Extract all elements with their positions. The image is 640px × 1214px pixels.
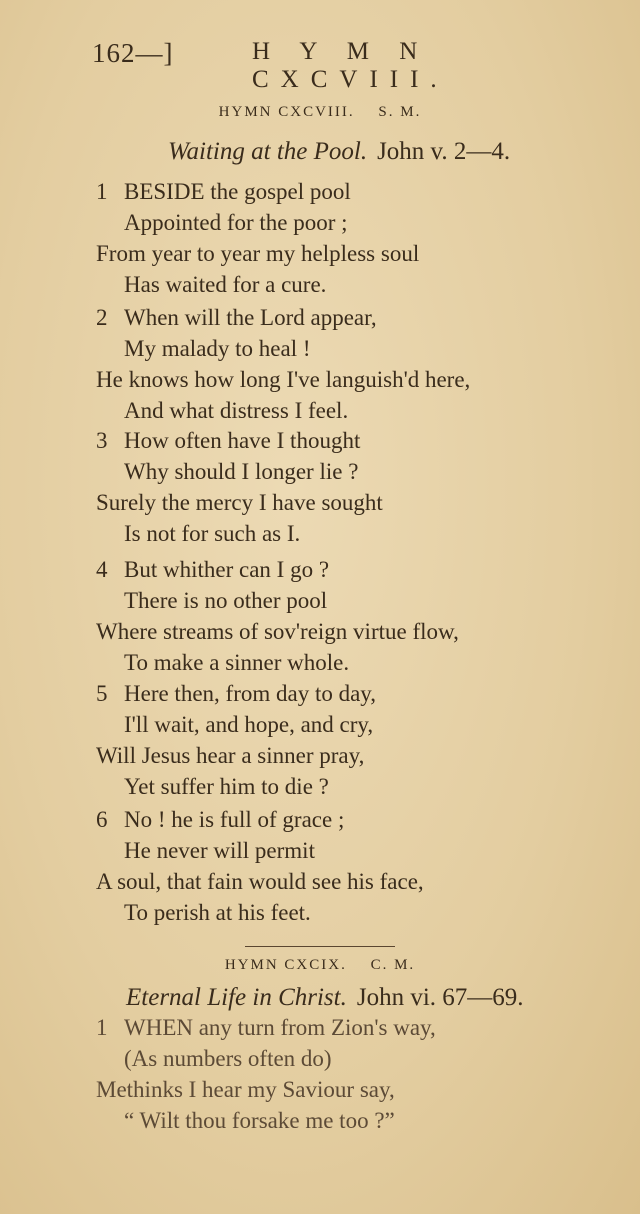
stanza-line: He never will permit bbox=[124, 838, 315, 863]
stanza-line bbox=[96, 678, 616, 709]
running-title: H Y M N CXCVIII. bbox=[252, 38, 449, 93]
stanza-6 bbox=[96, 804, 616, 928]
stanza-line: Where streams of sov'reign virtue flow, bbox=[96, 619, 459, 644]
stanza-line bbox=[96, 554, 616, 585]
line-text: Here then, from day to day, bbox=[124, 681, 377, 706]
stanza-number: 2 bbox=[96, 305, 108, 330]
stanza-1 bbox=[96, 176, 616, 300]
stanza-line bbox=[96, 425, 616, 456]
hymn-meter: S. M. bbox=[378, 104, 422, 120]
stanza-line: A soul, that fain would see his face, bbox=[96, 869, 424, 894]
hymn-subtitle-title: Waiting at the Pool. bbox=[168, 138, 368, 165]
hymn-subtitle-reference: John v. 2—4. bbox=[377, 138, 511, 165]
hymn-subtitle bbox=[168, 138, 510, 166]
stanza-line: Surely the mercy I have sought bbox=[96, 490, 383, 515]
line-text: No ! he is full of grace ; bbox=[124, 807, 345, 832]
stanza-line: Is not for such as I. bbox=[124, 521, 301, 546]
page-number: 162—] bbox=[92, 38, 174, 68]
stanza-line: Will Jesus hear a sinner pray, bbox=[96, 743, 365, 768]
line-text: But whither can I go ? bbox=[124, 557, 330, 582]
stanza-line: I'll wait, and hope, and cry, bbox=[124, 712, 374, 737]
stanza-line: My malady to heal ! bbox=[124, 336, 311, 361]
stanza-number: 4 bbox=[96, 557, 108, 582]
running-head bbox=[92, 38, 552, 93]
stanza-line: From year to year my helpless soul bbox=[96, 241, 420, 266]
stanza-line: To make a sinner whole. bbox=[124, 650, 350, 675]
section-divider bbox=[245, 946, 395, 947]
stanza-line: Methinks I hear my Saviour say, bbox=[96, 1077, 395, 1102]
stanza-4 bbox=[96, 554, 616, 678]
hymn-heading bbox=[0, 104, 640, 121]
stanza-number: 1 bbox=[96, 179, 108, 204]
stanza-line bbox=[96, 1012, 616, 1043]
hymn-subtitle bbox=[126, 984, 524, 1012]
stanza-line: To perish at his feet. bbox=[124, 900, 311, 925]
line-text: How often have I thought bbox=[124, 428, 361, 453]
line-text: WHEN any turn from Zion's way, bbox=[124, 1015, 436, 1040]
stanza-line: (As numbers often do) bbox=[124, 1046, 332, 1071]
stanza-line: Yet suffer him to die ? bbox=[124, 774, 329, 799]
stanza-line: Has waited for a cure. bbox=[124, 272, 327, 297]
stanza-3 bbox=[96, 425, 616, 549]
stanza-line bbox=[96, 804, 616, 835]
stanza-line bbox=[96, 176, 616, 207]
stanza-line: He knows how long I've languish'd here, bbox=[96, 367, 471, 392]
hymn-number: HYMN CXCVIII. bbox=[218, 104, 355, 120]
stanza-2 bbox=[96, 302, 616, 426]
hymn-number: HYMN CXCIX. bbox=[224, 957, 347, 973]
stanza-number: 6 bbox=[96, 807, 108, 832]
stanza-number: 3 bbox=[96, 428, 108, 453]
stanza-line: There is no other pool bbox=[124, 588, 328, 613]
line-text: When will the Lord appear, bbox=[124, 305, 377, 330]
stanza-line: Why should I longer lie ? bbox=[124, 459, 359, 484]
stanza-1 bbox=[96, 1012, 616, 1136]
stanza-number: 5 bbox=[96, 681, 108, 706]
stanza-line: Appointed for the poor ; bbox=[124, 210, 348, 235]
hymn-meter: C. M. bbox=[370, 957, 416, 973]
hymn-heading bbox=[0, 957, 640, 974]
hymn-subtitle-title: Eternal Life in Christ. bbox=[126, 984, 347, 1011]
stanza-line: “ Wilt thou forsake me too ?” bbox=[124, 1108, 395, 1133]
stanza-5 bbox=[96, 678, 616, 802]
stanza-number: 1 bbox=[96, 1015, 108, 1040]
stanza-line: And what distress I feel. bbox=[124, 398, 349, 423]
hymn-subtitle-reference: John vi. 67—69. bbox=[356, 984, 524, 1011]
stanza-line bbox=[96, 302, 616, 333]
line-text: BESIDE the gospel pool bbox=[124, 179, 351, 204]
